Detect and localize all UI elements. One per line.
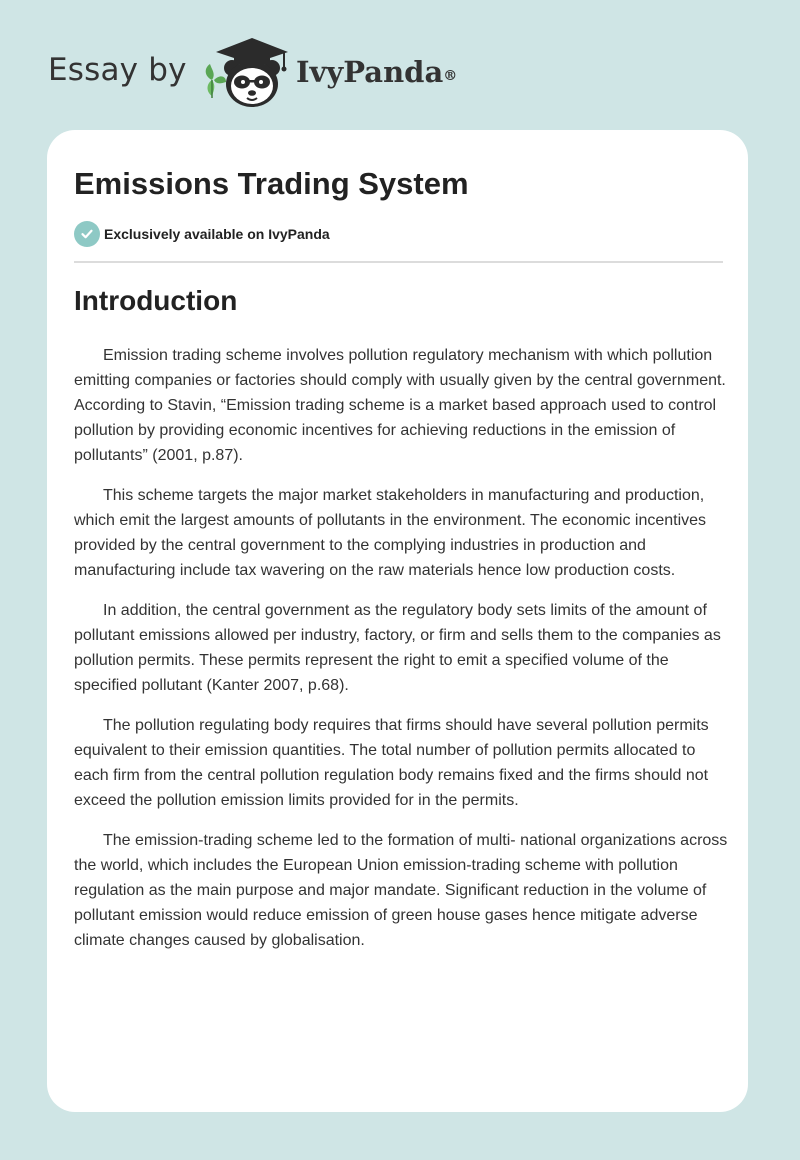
article-card [47, 130, 748, 1112]
brand-logo-text[interactable] [296, 52, 457, 92]
page-title: Emissions Trading System [74, 166, 469, 201]
site-header [0, 0, 800, 120]
paragraph: This scheme targets the major market stakeholders in manufacturing and production, which emit the largest amounts of pollutants in the environment. The economic incentives provided by the central government to the complying industries in production and manufacturing include tax wavering on the raw materials hence low production costs. [74, 487, 707, 579]
paragraph: In addition, the central government as the regulatory body sets limits of the amount of pollutant emissions allowed per industry, factory, or firm and sells them to the companies as pollution permits. These permits represent the right to emit a specified volume of the specified pollutant (Kanter 2007, p.68). [74, 602, 721, 694]
section-heading: Introduction [74, 285, 238, 316]
essay-by-label: Essay by [48, 52, 187, 88]
check-circle-icon [74, 221, 100, 247]
panda-graduation-cap-icon [200, 34, 292, 110]
exclusive-badge [74, 221, 330, 247]
paragraph: Emission trading scheme involves pollution regulatory mechanism with which pollution emitting companies or factories should comply with usually given by the central government. According to Stavin, “Emission trading scheme is a market based approach used to control pollution by providing economic incentives for achieving reductions in the emission of pollutants” (2001, p.87). [74, 347, 726, 464]
badge-label: Exclusively available on IvyPanda [104, 226, 330, 242]
paragraph: The emission-trading scheme led to the formation of multi- national organizations across the world, which includes the European Union emission-trading scheme with pollution regulation as the main purpose and major mandate. Significant reduction in the volume of pollutant emission would reduce emission of green house gases hence mitigate adverse climate changes caused by globalisation. [74, 832, 728, 949]
registered-mark: ® [443, 68, 458, 84]
paragraph: The pollution regulating body requires that firms should have several pollution permits equivalent to their emission quantities. The total number of pollution permits allocated to each firm from the central pollution regulation body remains fixed and the firms should not exceed the pollution emission limits provided for in the permits. [74, 717, 709, 809]
article-body [74, 343, 730, 968]
title-divider [74, 261, 723, 263]
brand-name: IvyPanda [296, 55, 444, 89]
